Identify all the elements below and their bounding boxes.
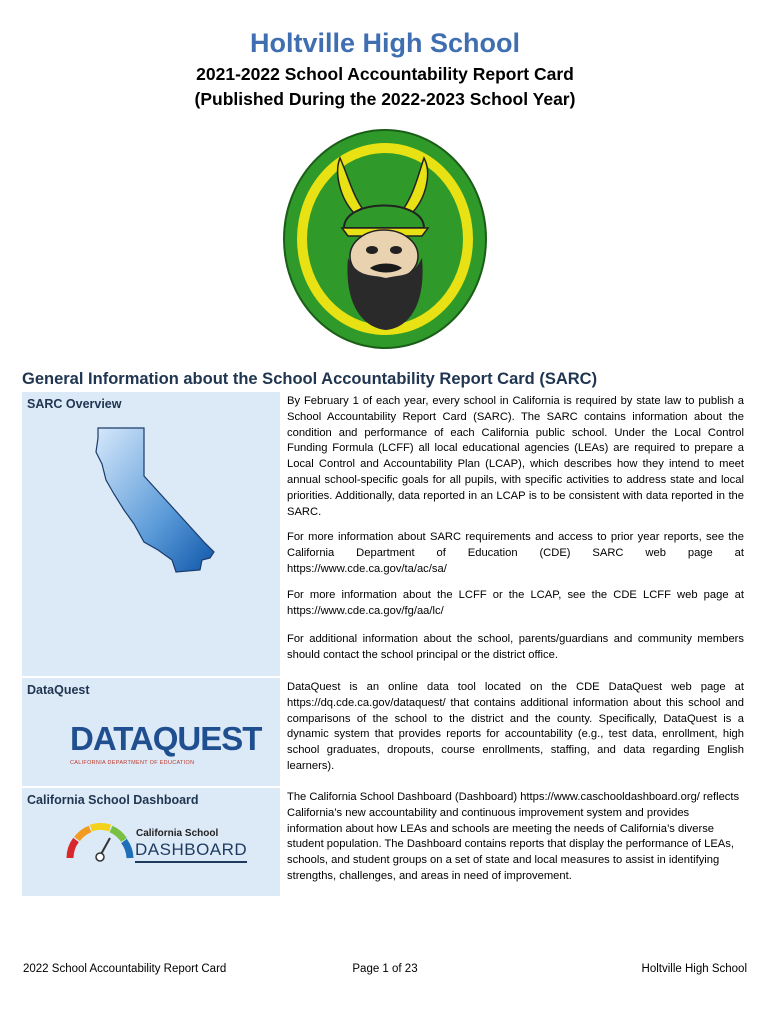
sarc-overview-text-cell (282, 392, 748, 676)
dataquest-logo-subtext: CALIFORNIA DEPARTMENT OF EDUCATION (70, 760, 195, 766)
dataquest-label: DataQuest (27, 683, 90, 697)
dataquest-text-cell (282, 678, 748, 786)
dashboard-label: California School Dashboard (27, 793, 199, 807)
school-title: Holtville High School (249, 28, 520, 58)
footer-school-name: Holtville High School (641, 963, 747, 975)
dashboard-logo-line2: DASHBOARD (135, 840, 247, 863)
sarc-overview-label: SARC Overview (27, 397, 122, 411)
dataquest-logo-text: DATAQUEST (70, 720, 262, 757)
california-map-icon (92, 424, 216, 574)
sarc-overview-paragraph-2: For more information about SARC requirements and access to prior year reports, see the California Department of Education (CDE) SARC web page at https://www.cde.ca.gov/ta/ac/sa/ (287, 531, 744, 575)
dashboard-row (22, 788, 748, 896)
published-year: (Published During the 2022-2023 School Year) (194, 89, 576, 109)
dataquest-paragraph: DataQuest is an online data tool located on the CDE DataQuest web page at https://dq.cde.ca.gov/dataquest/ that contains additional information about this school and comparisons of the school to the district and the county. Specifically, DataQuest is a dynamic system that provides reports for accountability (e.g., test data, enrollment, high school graduates, dropouts, course enrollments, staffing, and data regarding English learners). (287, 681, 744, 772)
dataquest-label-cell (22, 678, 280, 786)
footer-page-number: Page 1 of 23 (352, 963, 418, 975)
dataquest-logo (70, 720, 262, 772)
dashboard-paragraph: The California School Dashboard (Dashboard) https://www.caschooldashboard.org/ reflects California’s new accountability and continuous improvement system and provides information about how LEAs and schools are meeting the needs of California’s diverse student population. The Dashboard contains reports that display the performance of LEAs, schools, and student groups on a set of state and local measures to assist in identifying strengths, challenges, and areas in need of improvement. (287, 791, 740, 882)
dashboard-logo-line1: California School (136, 828, 219, 839)
sarc-overview-paragraph-4: For additional information about the school, parents/guardians and community members should contact the school principal or the district office. (287, 633, 744, 661)
dashboard-gauge-icon (66, 822, 134, 862)
dashboard-text-cell (282, 788, 748, 896)
section-heading: General Information about the School Accountability Report Card (SARC) (22, 370, 598, 388)
dataquest-row (22, 678, 748, 786)
sarc-overview-paragraph-3: For more information about the LCFF or the LCAP, see the CDE LCFF web page at https://www.cde.ca.gov/fg/aa/lc/ (287, 589, 744, 617)
footer-report-name: 2022 School Accountability Report Card (23, 963, 227, 975)
sarc-overview-label-cell (22, 392, 280, 676)
sarc-overview-paragraph-1: By February 1 of each year, every school in California is required by state law to publish a School Accountability Report Card (SARC). The SARC contains information about the condition and performance of each California public school. Under the Local Control Funding Formula (LCFF) all local educational agencies (LEAs) are required to prepare a Local Control and Accountability Plan (LCAP), which describes how they intend to meet annual school-specific goals for all pupils, with specific activities to address state and local priorities. Additionally, data reported in an LCAP is to be consistent with data reported in the SARC. (287, 395, 744, 518)
dashboard-label-cell (22, 788, 280, 896)
school-mascot-logo (282, 128, 488, 350)
sarc-overview-row (22, 392, 748, 676)
report-title: 2021-2022 School Accountability Report Card (196, 64, 574, 84)
